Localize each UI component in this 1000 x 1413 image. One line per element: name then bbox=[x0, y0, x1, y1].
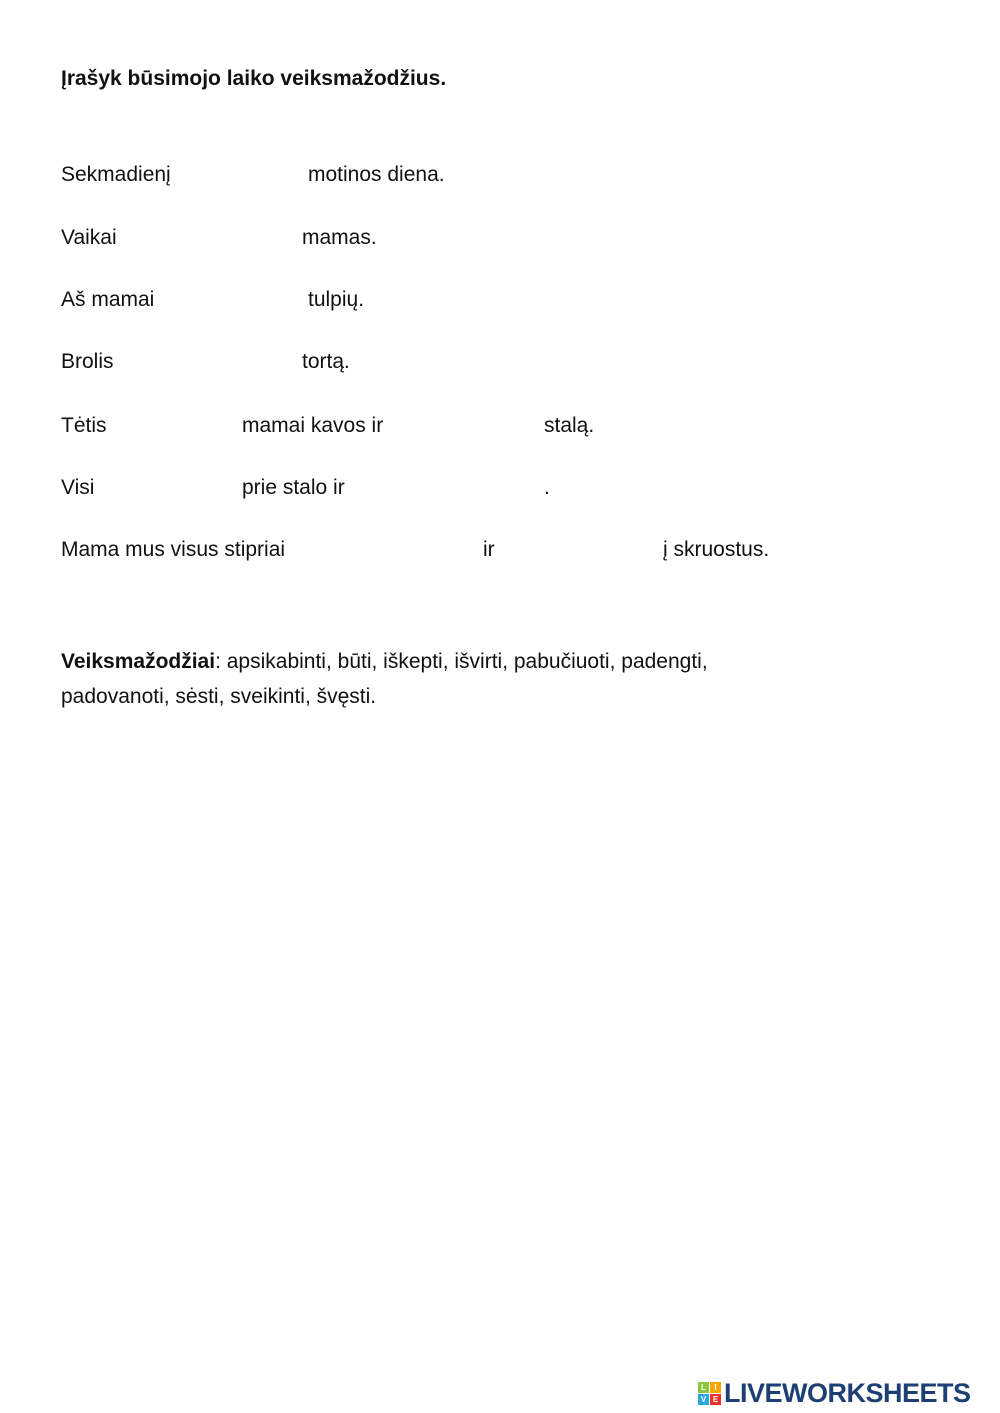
sentence-5-part-3: stalą. bbox=[544, 414, 595, 437]
sentence-3-part-1: Aš mamai bbox=[61, 288, 155, 311]
sentence-3-part-2: tulpių. bbox=[308, 288, 365, 311]
sentence-5-part-2: mamai kavos ir bbox=[242, 414, 384, 437]
sentence-7-part-2: ir bbox=[483, 538, 495, 561]
sentence-7-part-3: į skruostus. bbox=[663, 538, 770, 561]
word-bank-words-2: padovanoti, sėsti, sveikinti, švęsti. bbox=[61, 685, 377, 708]
sentence-6-part-1: Visi bbox=[61, 476, 95, 499]
word-bank-label: Veiksmažodžiai bbox=[61, 650, 216, 673]
answer-blank-8[interactable] bbox=[372, 475, 541, 503]
sentence-2-part-2: mamas. bbox=[302, 226, 377, 249]
sentence-6-part-3: . bbox=[544, 476, 550, 499]
logo-cube: E bbox=[710, 1394, 721, 1405]
answer-blank-4[interactable] bbox=[130, 349, 299, 377]
logo-cube: L bbox=[698, 1382, 709, 1393]
liveworksheets-logo bbox=[698, 1378, 971, 1409]
logo-cube: V bbox=[698, 1394, 709, 1405]
word-bank-line-1 bbox=[61, 649, 708, 675]
sentence-4-part-1: Brolis bbox=[61, 350, 114, 373]
answer-blank-6[interactable] bbox=[412, 413, 541, 441]
sentence-4-part-2: tortą. bbox=[302, 350, 350, 373]
worksheet-title: Įrašyk būsimojo laiko veiksmažodžius. bbox=[61, 67, 447, 90]
logo-text: LIVEWORKSHEETS bbox=[724, 1378, 971, 1408]
answer-blank-2[interactable] bbox=[135, 225, 299, 253]
answer-blank-1[interactable] bbox=[190, 162, 306, 190]
sentence-1-part-2: motinos diena. bbox=[308, 163, 445, 186]
word-bank-words-1: : apsikabinti, būti, iškepti, išvirti, pabučiuoti, padengti, bbox=[215, 650, 708, 673]
answer-blank-7[interactable] bbox=[105, 475, 239, 503]
answer-blank-5[interactable] bbox=[118, 413, 240, 441]
sentence-1-part-1: Sekmadienį bbox=[61, 163, 171, 186]
logo-cubes-icon bbox=[698, 1382, 721, 1405]
answer-blank-9[interactable] bbox=[330, 537, 479, 565]
sentence-7-part-1: Mama mus visus stipriai bbox=[61, 538, 286, 561]
sentence-5-part-1: Tėtis bbox=[61, 414, 107, 437]
sentence-2-part-1: Vaikai bbox=[61, 226, 117, 249]
sentence-6-part-2: prie stalo ir bbox=[242, 476, 345, 499]
logo-cube: I bbox=[710, 1382, 721, 1393]
answer-blank-10[interactable] bbox=[505, 537, 659, 565]
answer-blank-3[interactable] bbox=[175, 287, 304, 315]
